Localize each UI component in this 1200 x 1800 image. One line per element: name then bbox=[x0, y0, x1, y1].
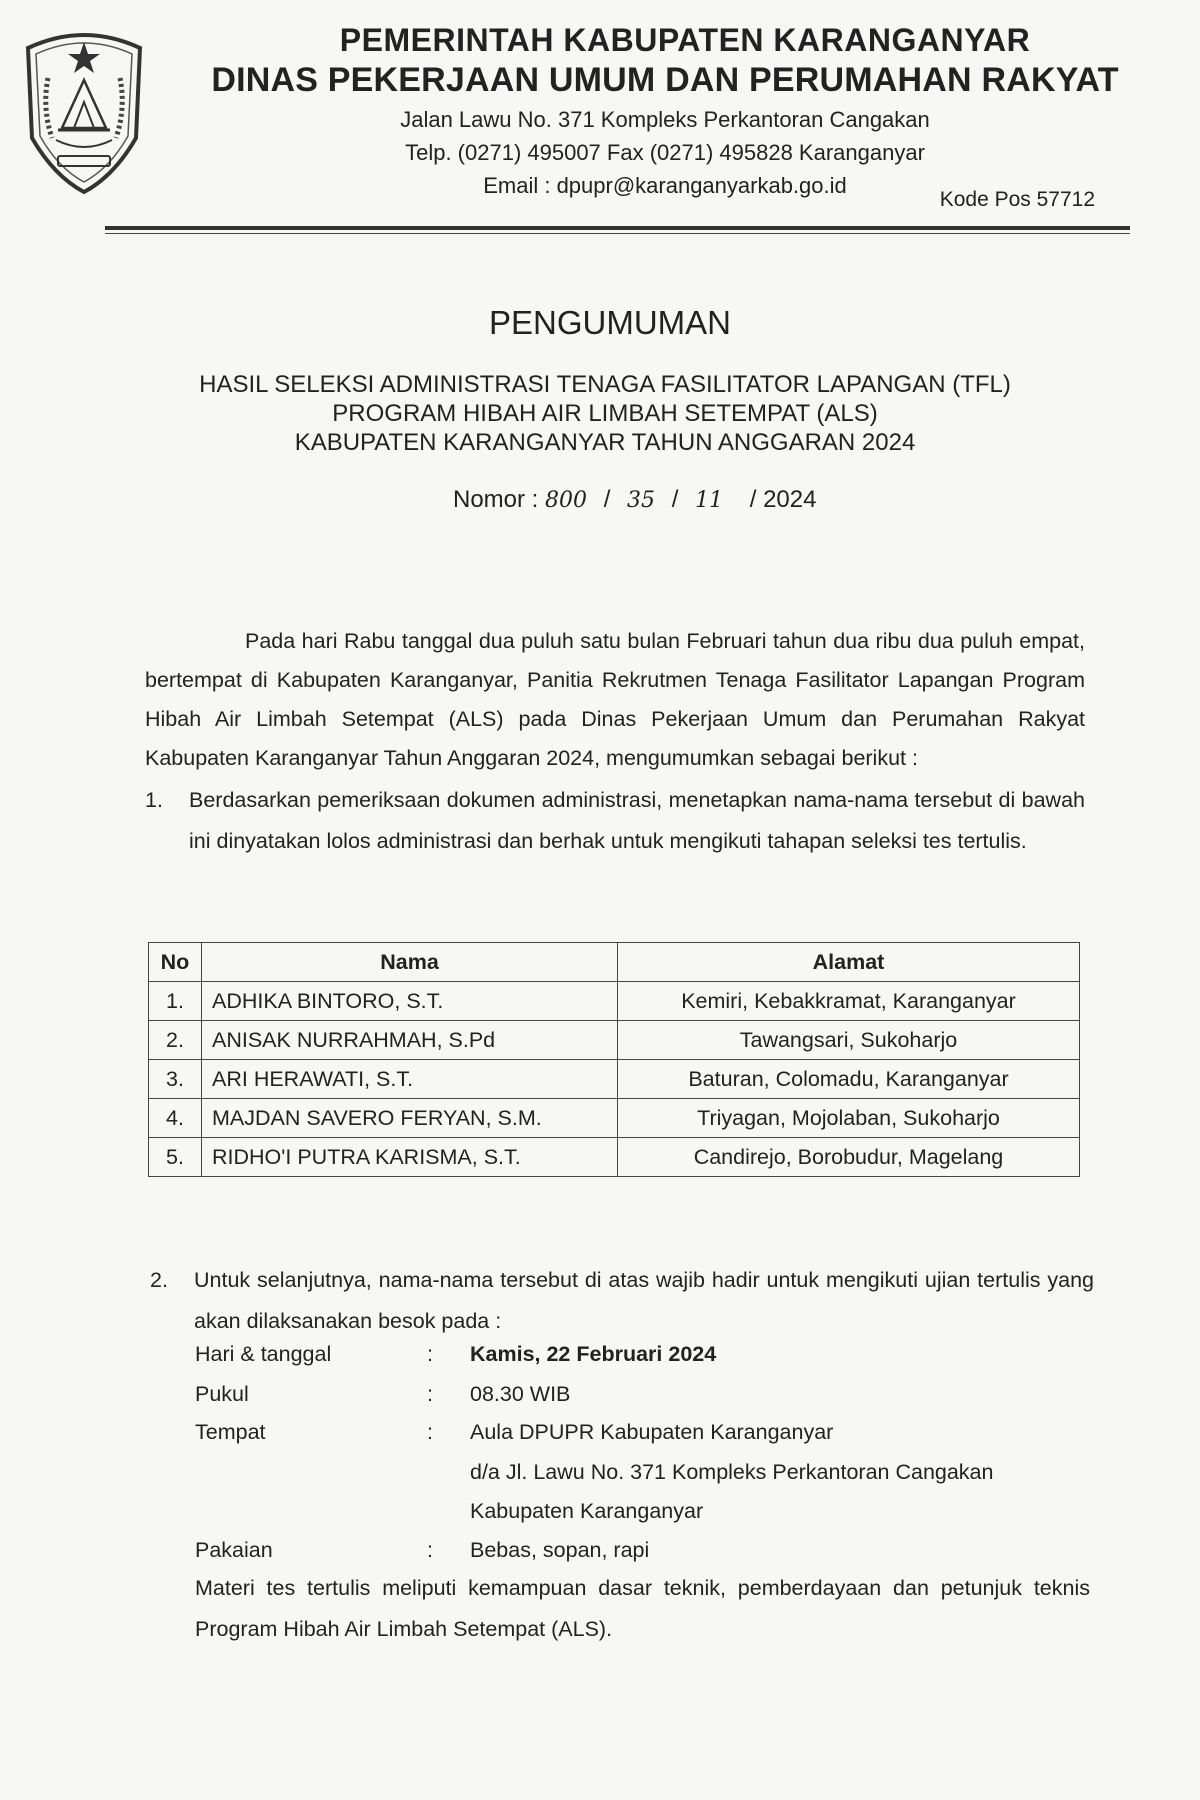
cell-alamat: Kemiri, Kebakkramat, Karanganyar bbox=[618, 982, 1080, 1021]
cell-alamat: Tawangsari, Sukoharjo bbox=[618, 1021, 1080, 1060]
schedule-label: Hari & tanggal bbox=[195, 1342, 332, 1366]
letterhead-divider bbox=[105, 226, 1130, 230]
point-number: 1. bbox=[145, 788, 163, 812]
document-number-part: 35 bbox=[627, 488, 656, 513]
document-number-part: 800 bbox=[545, 488, 588, 513]
schedule-label: Pakaian bbox=[195, 1538, 273, 1562]
document-number: Nomor : 800 / 35 / 11 / 2024 bbox=[453, 486, 817, 513]
letterhead-government: PEMERINTAH KABUPATEN KARANGANYAR bbox=[339, 22, 1031, 58]
table-row bbox=[149, 1138, 1080, 1177]
point-text: Berdasarkan pemeriksaan dokumen administrasi, menetapkan nama-nama tersebut di bawah ini dinyatakan lolos administrasi dan berhak untuk mengikuti tahapan seleksi tes tertulis. bbox=[189, 788, 1085, 853]
cell-no: 2. bbox=[149, 1021, 202, 1060]
point-number: 2. bbox=[150, 1268, 168, 1292]
cell-nama: RIDHO'I PUTRA KARISMA, S.T. bbox=[202, 1138, 618, 1177]
letterhead bbox=[160, 22, 1170, 199]
cell-alamat: Baturan, Colomadu, Karanganyar bbox=[618, 1060, 1080, 1099]
letterhead-department: DINAS PEKERJAAN UMUM DAN PERUMAHAN RAKYAT bbox=[211, 61, 1119, 99]
document-number-year: / 2024 bbox=[749, 486, 817, 513]
table-row bbox=[149, 982, 1080, 1021]
point-text: Untuk selanjutnya, nama-nama tersebut di atas wajib hadir untuk mengikuti ujian tertulis yang akan dilaksanakan besok pada : bbox=[194, 1268, 1094, 1333]
schedule-label: Pukul bbox=[195, 1382, 249, 1406]
letterhead-divider-thin bbox=[105, 233, 1130, 234]
cell-nama: MAJDAN SAVERO FERYAN, S.M. bbox=[202, 1099, 618, 1138]
document-title: PENGUMUMAN bbox=[488, 304, 731, 341]
cell-alamat: Triyagan, Mojolaban, Sukoharjo bbox=[618, 1099, 1080, 1138]
schedule-value: 08.30 WIB bbox=[470, 1382, 571, 1406]
cell-nama: ARI HERAWATI, S.T. bbox=[202, 1060, 618, 1099]
schedule-value: d/a Jl. Lawu No. 371 Kompleks Perkantoran Cangakan bbox=[470, 1460, 994, 1484]
table-header-row bbox=[149, 943, 1080, 982]
subtitle-line: PROGRAM HIBAH AIR LIMBAH SETEMPAT (ALS) bbox=[332, 400, 878, 427]
cell-no: 1. bbox=[149, 982, 202, 1021]
letterhead-postal-code: Kode Pos 57712 bbox=[939, 188, 1095, 211]
document-number-label: Nomor : bbox=[453, 486, 539, 513]
schedule-value: Kabupaten Karanganyar bbox=[470, 1499, 704, 1523]
schedule-value: Bebas, sopan, rapi bbox=[470, 1538, 650, 1562]
document-number-part: 11 bbox=[695, 488, 724, 513]
cell-no: 5. bbox=[149, 1138, 202, 1177]
cell-no: 3. bbox=[149, 1060, 202, 1099]
table-row bbox=[149, 1060, 1080, 1099]
column-header-nama: Nama bbox=[202, 943, 618, 982]
cell-nama: ANISAK NURRAHMAH, S.Pd bbox=[202, 1021, 618, 1060]
subtitle-line: HASIL SELEKSI ADMINISTRASI TENAGA FASILITATOR LAPANGAN (TFL) bbox=[199, 371, 1011, 398]
table-row bbox=[149, 1099, 1080, 1138]
column-header-no: No bbox=[149, 943, 202, 982]
cell-no: 4. bbox=[149, 1099, 202, 1138]
karanganyar-coat-of-arms-logo bbox=[18, 18, 150, 196]
document-subtitle bbox=[0, 370, 1200, 457]
schedule-label: Tempat bbox=[195, 1420, 266, 1444]
schedule-colon: : bbox=[427, 1420, 433, 1444]
subtitle-line: KABUPATEN KARANGANYAR TAHUN ANGGARAN 2024 bbox=[294, 429, 916, 456]
letterhead-phone: Telp. (0271) 495007 Fax (0271) 495828 Karanganyar bbox=[405, 140, 925, 165]
exam-material-note: Materi tes tertulis meliputi kemampuan dasar teknik, pemberdayaan dan petunjuk teknis Program Hibah Air Limbah Setempat (ALS). bbox=[195, 1576, 1090, 1641]
letterhead-email: Email : dpupr@karanganyarkab.go.id bbox=[483, 173, 847, 198]
schedule-colon: : bbox=[427, 1538, 433, 1562]
cell-nama: ADHIKA BINTORO, S.T. bbox=[202, 982, 618, 1021]
table-row bbox=[149, 1021, 1080, 1060]
cell-alamat: Candirejo, Borobudur, Magelang bbox=[618, 1138, 1080, 1177]
schedule-colon: : bbox=[427, 1382, 433, 1406]
schedule-value: Kamis, 22 Februari 2024 bbox=[470, 1342, 717, 1366]
letterhead-address: Jalan Lawu No. 371 Kompleks Perkantoran Cangakan bbox=[400, 107, 930, 132]
candidate-table bbox=[148, 942, 1080, 1177]
intro-paragraph bbox=[145, 622, 1085, 778]
schedule-value: Aula DPUPR Kabupaten Karanganyar bbox=[470, 1420, 834, 1444]
intro-text: Pada hari Rabu tanggal dua puluh satu bulan Februari tahun dua ribu dua puluh empat, bertempat di Kabupaten Karanganyar, Panitia Rekrutmen Tenaga Fasilitator Lapangan Program Hibah Air Limbah Setempat (ALS) pada Dinas Pekerjaan Umum dan Perumahan Rakyat Kabupaten Karanganyar Tahun Anggaran 2024, mengumumkan sebagai berikut : bbox=[145, 629, 1085, 770]
schedule-colon: : bbox=[427, 1342, 433, 1366]
column-header-alamat: Alamat bbox=[618, 943, 1080, 982]
